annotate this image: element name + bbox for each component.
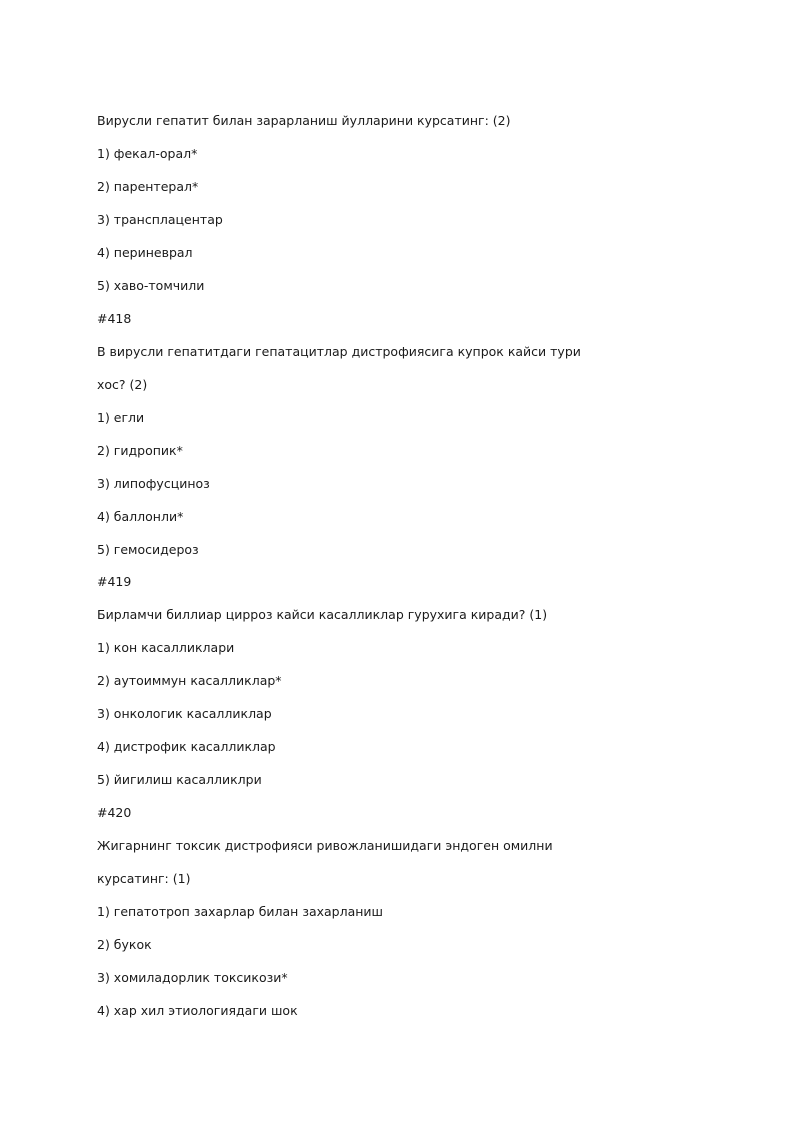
question-number: #419 — [97, 574, 132, 589]
answer-option: 5) гемосидероз — [97, 542, 199, 557]
answer-option: 4) периневрал — [97, 245, 193, 260]
question-418-text-cont: хос? (2) — [97, 377, 148, 392]
answer-option: 4) баллонли* — [97, 509, 184, 524]
answer-option: 3) онкологик касалликлар — [97, 706, 272, 721]
answer-option: 1) егли — [97, 410, 145, 425]
answer-option: 2) парентерал* — [97, 179, 199, 194]
answer-option: 1) гепатотроп захарлар билан захарланиш — [97, 904, 383, 919]
answer-option: 1) кон касалликлари — [97, 640, 235, 655]
answer-option: 5) йигилиш касалликлри — [97, 772, 262, 787]
answer-option: 3) липофусциноз — [97, 476, 210, 491]
answer-option: 2) аутоиммун касалликлар* — [97, 673, 282, 688]
question-number: #420 — [97, 805, 132, 820]
answer-option: 4) хар хил этиологиядаги шок — [97, 1003, 298, 1018]
question-number: #418 — [97, 311, 132, 326]
answer-option: 3) хомиладорлик токсикози* — [97, 970, 288, 985]
question-418-text: В вирусли гепатитдаги гепатацитлар дистрофиясига купрок кайси тури — [97, 344, 581, 359]
question-420-text: Жигарнинг токсик дистрофияси ривожланишидаги эндоген омилни — [97, 838, 553, 853]
question-419-text: Бирламчи биллиар цирроз кайси касалликлар гурухига киради? (1) — [97, 607, 548, 622]
question-420-text-cont: курсатинг: (1) — [97, 871, 191, 886]
answer-option: 2) букок — [97, 937, 152, 952]
answer-option: 3) трансплацентар — [97, 212, 223, 227]
answer-option: 4) дистрофик касалликлар — [97, 739, 276, 754]
answer-option: 5) хаво-томчили — [97, 278, 205, 293]
answer-option: 1) фекал-орал* — [97, 146, 198, 161]
question-417-text: Вирусли гепатит билан зарарланиш йулларини курсатинг: (2) — [97, 113, 511, 128]
answer-option: 2) гидропик* — [97, 443, 183, 458]
